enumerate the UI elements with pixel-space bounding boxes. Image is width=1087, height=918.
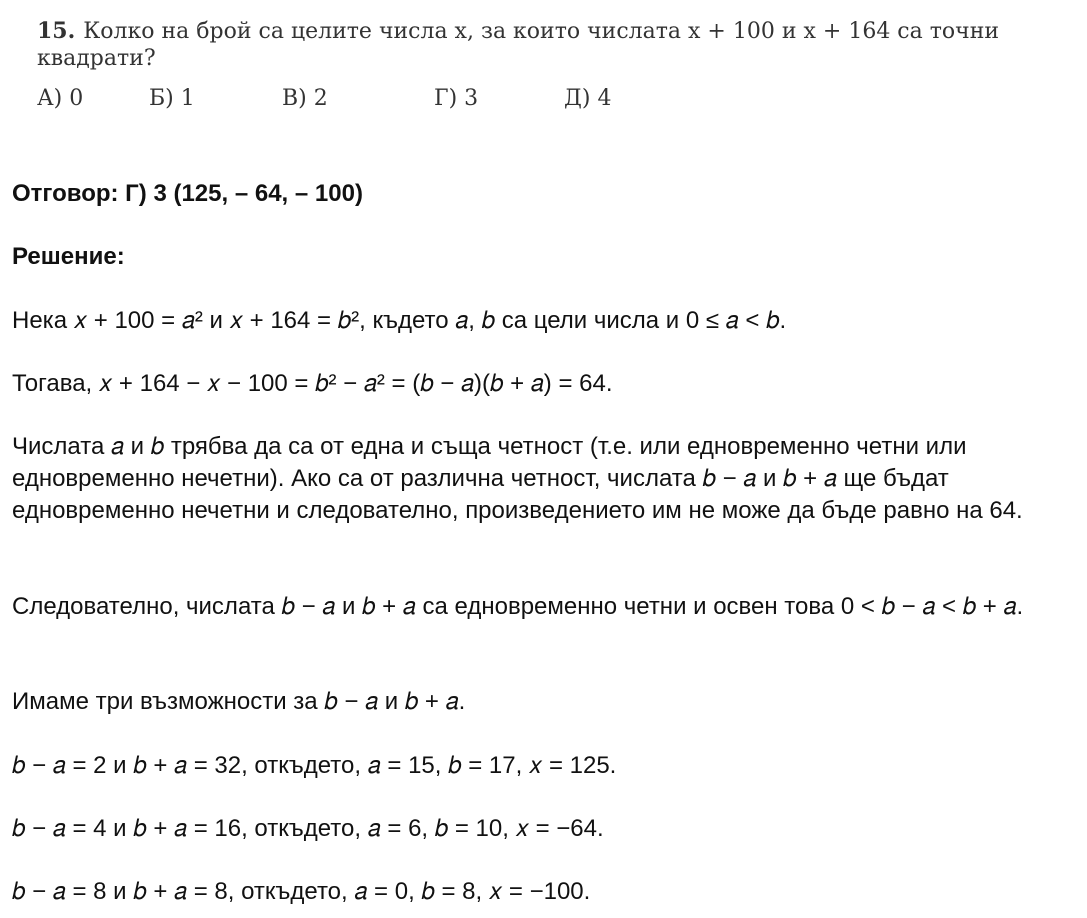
option-a: А) 0	[37, 86, 84, 111]
paragraph-parity: Числата 𝑎 и 𝑏 трябва да са от една и съща четност (т.е. или едновременно четни или едновременно нечетни). Ако са от различна четност, числата 𝑏 − 𝑎 и 𝑏 + 𝑎 ще бъдат едновременно нечетни и следователно, произведението им не може да бъде равно на 64.	[12, 433, 1023, 524]
option-d: Г) 3	[434, 86, 479, 111]
paragraph-even: Следователно, числата 𝑏 − 𝑎 и 𝑏 + 𝑎 са едновременно четни и освен това 0 < 𝑏 − 𝑎 < 𝑏 + 𝑎.	[12, 593, 1024, 620]
option-c: В) 2	[282, 86, 328, 111]
solution-heading: Решение:	[12, 243, 125, 270]
answer-line: Отговор: Г) 3 (125, – 64, – 100)	[12, 180, 363, 207]
problem-number: 15.	[37, 18, 76, 44]
paragraph-definitions: Нека 𝑥 + 100 = 𝑎² и 𝑥 + 164 = 𝑏², където 𝑎, 𝑏 са цели числа и 0 ≤ 𝑎 < 𝑏.	[12, 307, 787, 334]
option-e: Д) 4	[564, 86, 612, 111]
case-one: 𝑏 − 𝑎 = 2 и 𝑏 + 𝑎 = 32, откъдето, 𝑎 = 15, 𝑏 = 17, 𝑥 = 125.	[12, 752, 617, 779]
problem-text: Колко на брой са целите числа x, за които числата x + 100 и x + 164 са точни квадрати?	[37, 19, 1000, 71]
option-b: Б) 1	[149, 86, 195, 111]
case-three: 𝑏 − 𝑎 = 8 и 𝑏 + 𝑎 = 8, откъдето, 𝑎 = 0, 𝑏 = 8, 𝑥 = −100.	[12, 878, 591, 905]
problem-statement	[37, 18, 1077, 72]
case-two: 𝑏 − 𝑎 = 4 и 𝑏 + 𝑎 = 16, откъдето, 𝑎 = 6, 𝑏 = 10, 𝑥 = −64.	[12, 815, 604, 842]
paragraph-possibilities: Имаме три възможности за 𝑏 − 𝑎 и 𝑏 + 𝑎.	[12, 688, 466, 715]
paragraph-difference: Тогава, 𝑥 + 164 − 𝑥 − 100 = 𝑏² − 𝑎² = (𝑏 − 𝑎)(𝑏 + 𝑎) = 64.	[12, 370, 613, 397]
